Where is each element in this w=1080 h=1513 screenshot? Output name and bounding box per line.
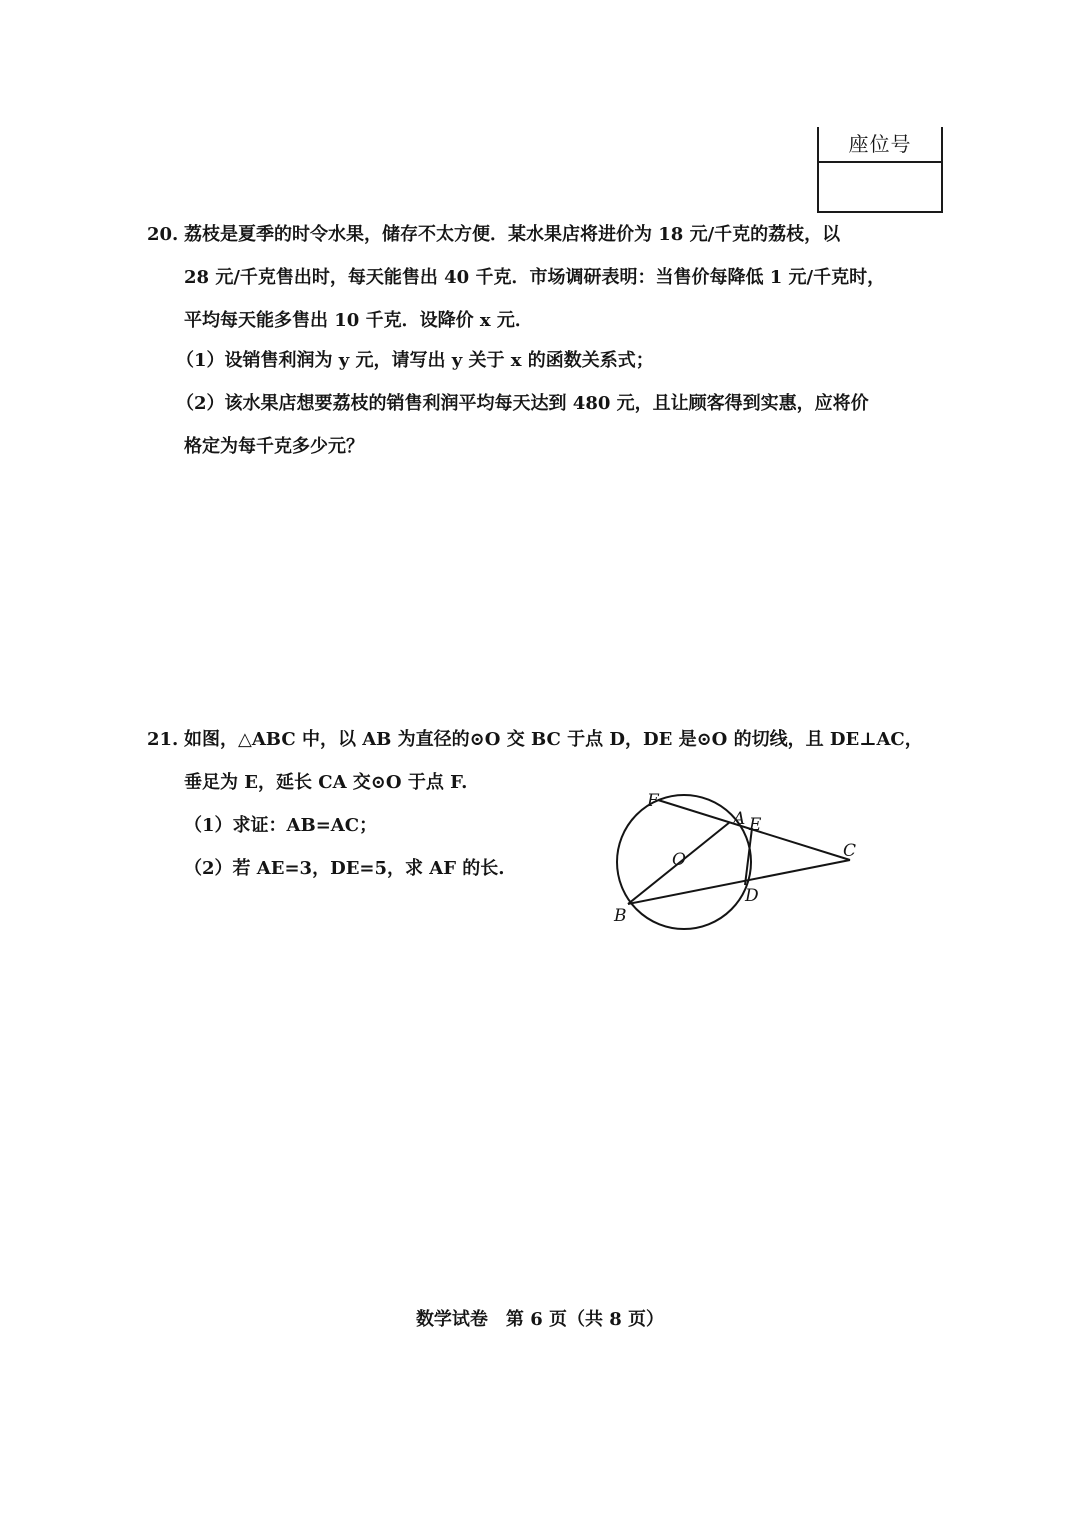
question-20-part-1: （1）设销售利润为 y 元，请写出 y 关于 x 的函数关系式； <box>176 350 654 371</box>
page-footer: 数学试卷 第 6 页（共 8 页） <box>415 1309 665 1330</box>
label-d: D <box>745 886 759 906</box>
geometry-figure <box>600 780 880 940</box>
question-20-number: 20. <box>147 224 179 245</box>
label-c: C <box>843 841 857 861</box>
label-a: A <box>733 809 746 829</box>
label-e: E <box>749 815 762 835</box>
question-21-number: 21. <box>147 729 179 750</box>
question-20-part-2-line-1: （2）该水果店想要荔枝的销售利润平均每天达到 480 元，且让顾客得到实惠，应将价 <box>176 393 869 414</box>
label-f: F <box>647 791 659 811</box>
question-21-part-2: （2）若 AE=3，DE=5，求 AF 的长. <box>184 858 505 879</box>
label-b: B <box>614 906 627 926</box>
question-21-line-2: 垂足为 E，延长 CA 交⊙O 于点 F. <box>184 772 468 793</box>
question-20-line-3: 平均每天能多售出 10 千克．设降价 x 元． <box>184 310 533 331</box>
segment-bc <box>628 860 850 904</box>
seat-number-label: 座位号 <box>819 127 941 163</box>
question-20-part-2-line-2: 格定为每千克多少元？ <box>184 436 364 457</box>
question-20-line-1: 荔枝是夏季的时令水果，储存不太方便．某水果店将进价为 18 元/千克的荔枝，以 <box>184 224 841 245</box>
question-21-part-1: （1）求证：AB=AC； <box>184 815 378 836</box>
question-20-line-2: 28 元/千克售出时，每天能售出 40 千克．市场调研表明：当售价每降低 1 元/千克时， <box>184 267 886 288</box>
label-o: O <box>672 850 686 870</box>
question-21-line-1: 如图，△ABC 中，以 AB 为直径的⊙O 交 BC 于点 D，DE 是⊙O 的切线，且 DE⊥AC， <box>184 729 923 750</box>
seat-number-box <box>817 127 943 213</box>
